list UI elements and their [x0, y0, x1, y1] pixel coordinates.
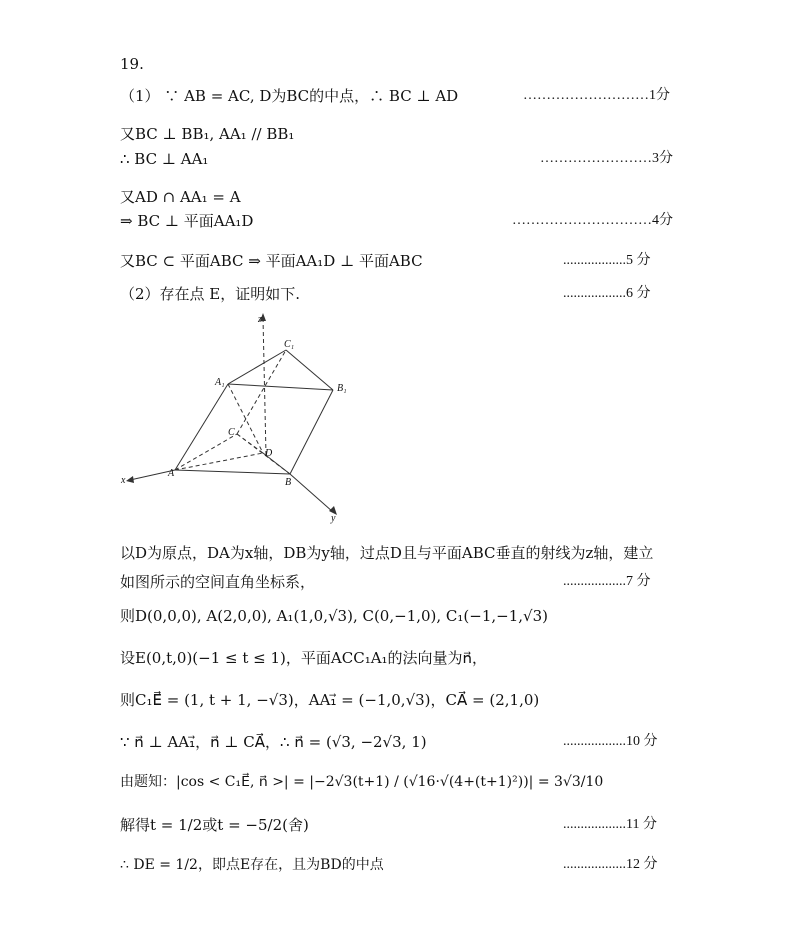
score-16: ..................12 分	[563, 857, 658, 872]
step-15: 解得t = 1/2或t = −5/2(舍)	[120, 816, 309, 834]
label-x: x	[121, 475, 126, 486]
coordinate-figure	[118, 310, 358, 525]
score-5: …………………………4分	[512, 213, 673, 228]
step-16: ∴ DE = 1/2，即点E存在，且为BD的中点	[120, 857, 384, 873]
step-3: ∴ BC ⊥ AA₁	[120, 150, 209, 168]
step-13: ∵ n⃗ ⊥ AA₁⃗，n⃗ ⊥ CA⃗，∴ n⃗ = (√3, −2√3, 1)	[120, 733, 427, 751]
step-11: 设E(0,t,0)(−1 ≤ t ≤ 1)，平面ACC₁A₁的法向量为n⃗，	[120, 649, 488, 667]
step-8: 以D为原点，DA为x轴，DB为y轴，过点D且与平面ABC垂直的射线为z轴，建立	[120, 544, 654, 562]
step-7: （2）存在点 E，证明如下.	[120, 285, 301, 303]
label-a: A	[168, 468, 175, 479]
label-b: B	[285, 477, 292, 488]
step-6: 又BC ⊂ 平面ABC ⇒ 平面AA₁D ⊥ 平面ABC	[120, 252, 423, 270]
problem-number: 19.	[120, 55, 144, 73]
step-14: 由题知：|cos < C₁E⃗, n⃗ >| = |−2√3(t+1) / (√16·√(4+(t+1)²))| = 3√3/10	[120, 774, 604, 790]
step-5: ⇒ BC ⊥ 平面AA₁D	[120, 212, 254, 230]
step-1: （1） ∵ AB = AC, D为BC的中点，∴ BC ⊥ AD	[120, 87, 459, 105]
score-13: ..................10 分	[563, 734, 658, 749]
label-c: C	[228, 427, 235, 438]
score-9: ..................7 分	[563, 574, 651, 589]
label-d: D	[265, 448, 273, 459]
step-2: 又BC ⊥ BB₁, AA₁ // BB₁	[120, 125, 295, 143]
step-9: 如图所示的空间直角坐标系，	[120, 573, 316, 591]
step-4: 又AD ∩ AA₁ = A	[120, 188, 241, 206]
label-a1: A₁	[215, 377, 225, 388]
label-b1: B₁	[337, 383, 347, 394]
label-y: y	[331, 513, 336, 524]
step-12: 则C₁E⃗ = (1, t + 1, −√3)，AA₁⃗ = (−1,0,√3)，CA⃗ = (2,1,0)	[120, 691, 540, 709]
label-z: z	[258, 314, 262, 325]
score-7: ..................6 分	[563, 286, 651, 301]
score-15: ..................11 分	[563, 817, 657, 832]
score-1: ………………………1分	[523, 88, 670, 103]
label-c1: C₁	[284, 339, 295, 350]
score-3: ……………………3分	[540, 151, 673, 166]
y-axis	[290, 474, 333, 512]
step-10: 则D(0,0,0), A(2,0,0), A₁(1,0,√3), C(0,−1,0), C₁(−1,−1,√3)	[120, 607, 548, 625]
score-6: ..................5 分	[563, 253, 651, 268]
